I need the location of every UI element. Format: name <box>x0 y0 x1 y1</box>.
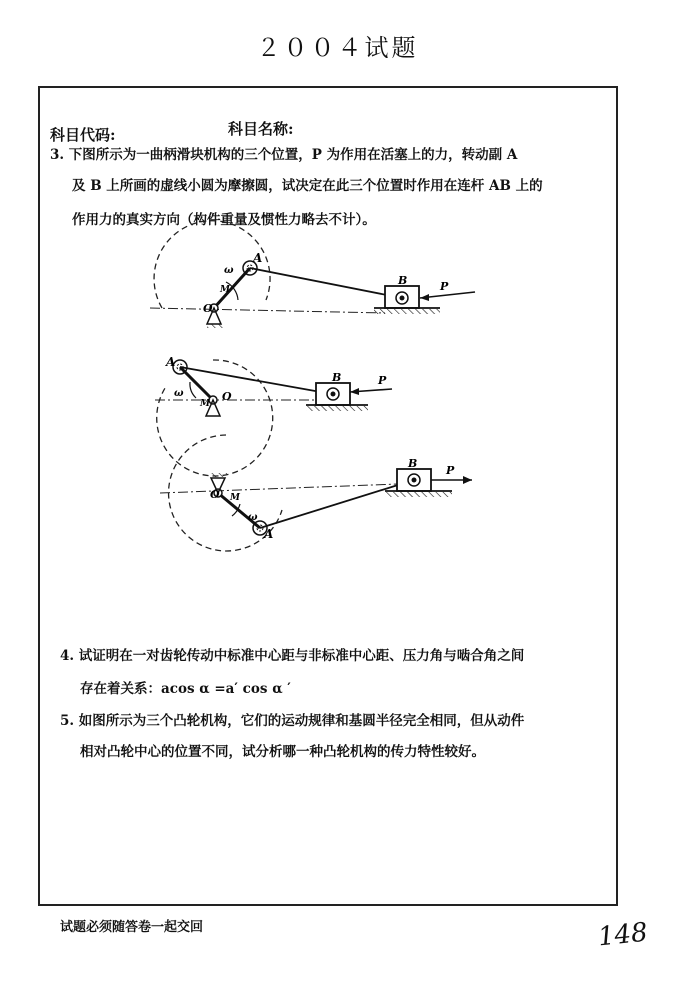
fig1-label-p: P <box>440 280 449 293</box>
fig1-label-b: B <box>398 274 408 287</box>
question-4-line-2: 存在着关系：acos α =a′ cos α ′ <box>80 681 291 697</box>
fig2-label-b: B <box>332 371 342 384</box>
figure-3 <box>160 435 472 551</box>
fig3-label-p: P <box>446 464 455 477</box>
figure-2 <box>155 355 392 476</box>
question-3-line-1: 3. 下图所示为一曲柄滑块机构的三个位置，P 为作用在活塞上的力，转动副 A <box>50 147 518 163</box>
subject-code-label: 科目代码: <box>50 126 116 144</box>
fig2-label-a: A <box>166 355 176 369</box>
fig2-label-omega: ω <box>174 388 184 399</box>
fig3-label-b: B <box>408 457 418 470</box>
fig3-label-m: M <box>230 493 240 503</box>
fig2-label-o: O <box>222 390 232 403</box>
subject-name-label: 科目名称: <box>228 120 294 138</box>
question-5-line-1: 5. 如图所示为三个凸轮机构，它们的运动规律和基圆半径完全相同，但从动件 <box>60 713 525 729</box>
figure-1 <box>150 221 475 328</box>
page-number: 148 <box>596 917 650 953</box>
fig3-label-a: A <box>264 527 274 541</box>
question-4-line-1: 4. 试证明在一对齿轮传动中标准中心距与非标准中心距、压力角与啮合角之间 <box>60 648 525 664</box>
page-title: ２００４试题 <box>256 34 419 62</box>
question-5-line-2: 相对凸轮中心的位置不同，试分析哪一种凸轮机构的传力特性较好。 <box>80 744 485 760</box>
question-3-line-3: 作用力的真实方向（构件重量及惯性力略去不计）。 <box>72 212 376 228</box>
fig1-label-m: M <box>220 285 230 295</box>
fig1-label-omega: ω <box>224 265 234 276</box>
footer-note: 试题必须随答卷一起交回 <box>60 920 204 935</box>
question-3-line-2: 及 B 上所画的虚线小圆为摩擦圆，试决定在此三个位置时作用在连杆 AB 上的 <box>72 178 543 194</box>
fig2-label-m: M <box>200 399 210 409</box>
fig3-label-o: O <box>210 488 220 501</box>
fig1-label-a: A <box>253 251 263 265</box>
fig3-label-omega: ω <box>248 512 258 523</box>
fig1-label-o: O <box>203 302 213 315</box>
fig2-label-p: P <box>378 374 387 387</box>
